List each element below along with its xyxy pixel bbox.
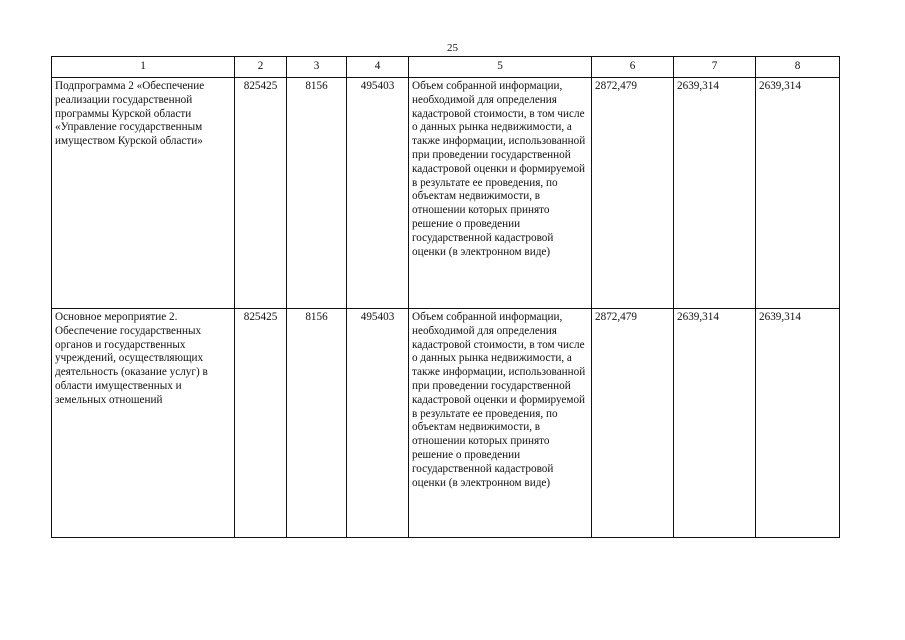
program-name-cell: Подпрограмма 2 «Обеспечение реализации государственной программы Курской области «Управление государственным имуществом Курской области» (52, 78, 235, 309)
program-name-cell: Основное мероприятие 2. Обеспечение государственных органов и государственных учреждений, осуществляющих деятельность (оказание услуг) в области имущественных и земельных отношений (52, 309, 235, 538)
code-cell: 8156 (287, 309, 347, 538)
column-header: 8 (756, 57, 840, 78)
column-header: 6 (592, 57, 674, 78)
indicator-description-cell: Объем собранной информации, необходимой для определения кадастровой стоимости, в том числе о данных рынка недвижимости, а также информации, использованной при проведении государственной кадастровой оценки и формируемой в результате ее проведения, по объектам недвижимости, в отношении которых принято решение о проведении государственной кадастровой оценки (в электронном виде) (409, 309, 592, 538)
code-cell: 495403 (347, 309, 409, 538)
table-row (52, 78, 840, 309)
data-table (51, 56, 840, 538)
value-cell: 2639,314 (674, 78, 756, 309)
column-header: 2 (235, 57, 287, 78)
page-number: 25 (447, 42, 458, 54)
column-header: 5 (409, 57, 592, 78)
column-header: 3 (287, 57, 347, 78)
indicator-description-cell: Объем собранной информации, необходимой для определения кадастровой стоимости, в том числе о данных рынка недвижимости, а также информации, использованной при проведении государственной кадастровой оценки и формируемой в результате ее проведения, по объектам недвижимости, в отношении которых принято решение о проведении государственной кадастровой оценки (в электронном виде) (409, 78, 592, 309)
value-cell: 2639,314 (756, 309, 840, 538)
code-cell: 825425 (235, 78, 287, 309)
table-header-row (52, 57, 840, 78)
column-header: 1 (52, 57, 235, 78)
value-cell: 2639,314 (756, 78, 840, 309)
table-row (52, 309, 840, 538)
code-cell: 495403 (347, 78, 409, 309)
column-header: 4 (347, 57, 409, 78)
value-cell: 2872,479 (592, 78, 674, 309)
value-cell: 2872,479 (592, 309, 674, 538)
code-cell: 825425 (235, 309, 287, 538)
code-cell: 8156 (287, 78, 347, 309)
value-cell: 2639,314 (674, 309, 756, 538)
column-header: 7 (674, 57, 756, 78)
